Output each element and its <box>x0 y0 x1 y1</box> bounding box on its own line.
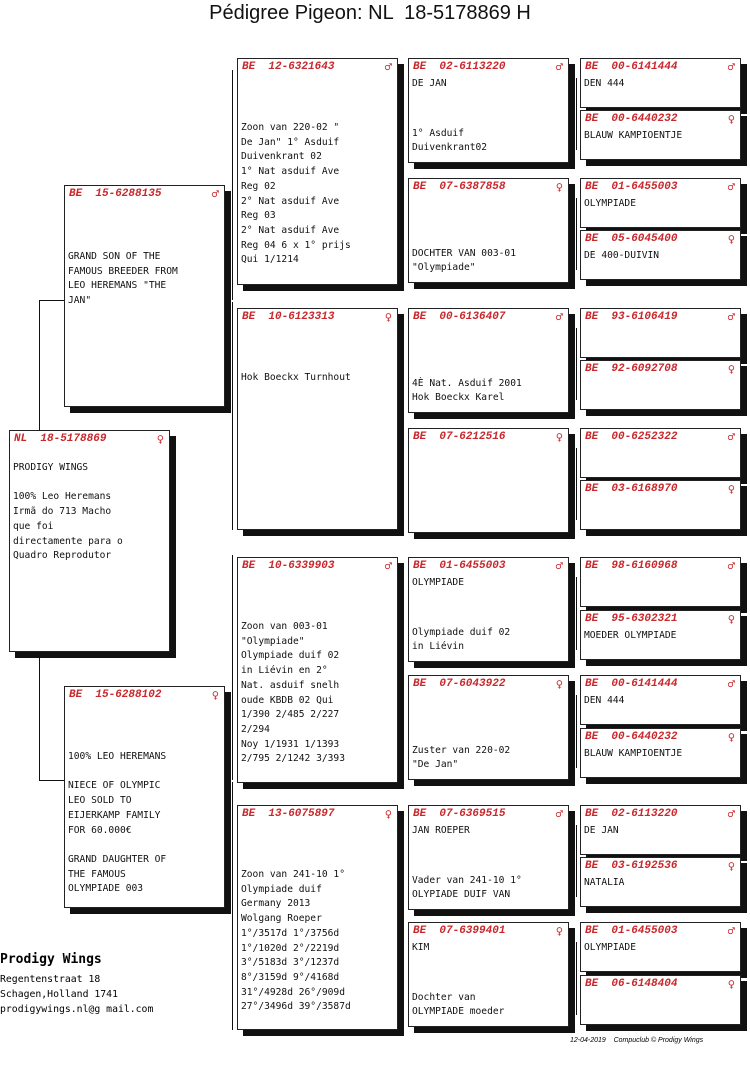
connector-line <box>39 300 66 301</box>
ring-number: BE 93-6106419 <box>585 311 678 323</box>
sex-symbol: ♂ <box>555 60 563 74</box>
grandparent-card[interactable] <box>237 805 398 1030</box>
pedigree-note-line: 2° Nat asduif Ave <box>241 195 340 207</box>
pedigree-note-line: Quadro Reprodutor <box>13 550 112 562</box>
pedigree-note-line: directamente para o <box>13 535 123 547</box>
connector-line <box>403 453 404 505</box>
ancestor-card[interactable] <box>580 675 741 725</box>
ring-number: BE 07-6399401 <box>413 925 506 937</box>
pedigree-note-line: 3°/5183d 3°/1237d <box>241 957 340 969</box>
ring-number: BE 03-6192536 <box>585 860 678 872</box>
great-grandparent-card[interactable] <box>408 805 569 910</box>
pedigree-note-line: Duivenkrant02 <box>412 142 488 154</box>
great-grandparent-card[interactable] <box>408 557 569 662</box>
sex-symbol: ♂ <box>555 807 563 821</box>
ring-number: BE 00-6136407 <box>413 311 506 323</box>
ancestor-card[interactable] <box>580 428 741 478</box>
sex-symbol: ♀ <box>555 180 563 194</box>
ring-number: BE 07-6369515 <box>413 808 506 820</box>
pedigree-note-line: que foi <box>13 520 54 532</box>
ancestor-card[interactable] <box>580 975 741 1025</box>
sex-symbol: ♀ <box>384 807 392 821</box>
ring-number: BE 01-6455003 <box>413 560 506 572</box>
ring-number: NL 18-5178869 <box>14 433 107 445</box>
ring-number: BE 05-6045400 <box>585 233 678 245</box>
ring-number: BE 00-6252322 <box>585 431 678 443</box>
connector-line <box>232 70 233 300</box>
pedigree-note-line: Reg 04 6 x 1° prijs <box>241 239 351 251</box>
pedigree-note-line: GRAND DAUGHTER OF <box>68 853 167 865</box>
connector-line <box>403 830 404 885</box>
breeder-city: Schagen,Holland 1741 <box>0 989 118 1000</box>
grandparent-card[interactable] <box>237 308 398 530</box>
mother-card[interactable] <box>64 686 225 908</box>
ring-number: BE 07-6387858 <box>413 181 506 193</box>
connector-line <box>576 577 577 650</box>
sex-symbol: ♂ <box>727 180 735 194</box>
pedigree-note-line: Germany 2013 <box>241 898 311 910</box>
connector-line <box>403 333 404 390</box>
pedigree-note-line: in Liévin <box>412 641 464 653</box>
pedigree-note-line: Zoon van 241-10 1° <box>241 869 345 880</box>
ring-number: BE 00-6141444 <box>585 678 678 690</box>
pedigree-note-line: in Liévin en 2° <box>241 665 328 677</box>
sex-symbol: ♂ <box>555 310 563 324</box>
connector-line <box>403 83 404 150</box>
great-grandparent-card[interactable] <box>408 675 569 780</box>
pigeon-name: DE JAN <box>412 78 447 89</box>
ring-number: BE 15-6288135 <box>69 188 162 200</box>
connector-line <box>576 825 577 897</box>
connector-line <box>232 782 233 1030</box>
pedigree-note-line: 1° Nat asduif Ave <box>241 166 340 178</box>
pedigree-note-line: Vader van 241-10 1° <box>412 874 522 886</box>
sex-symbol: ♂ <box>384 559 392 573</box>
pedigree-note-line: EIJERKAMP FAMILY <box>68 809 161 821</box>
pedigree-note-line: Zuster van 220-02 <box>412 744 511 756</box>
page-title: Pédigree Pigeon: NL 18-5178869 H <box>209 2 531 24</box>
pedigree-note-line: LEO SOLD TO <box>68 795 132 807</box>
sex-symbol: ♂ <box>727 677 735 691</box>
pigeon-name: DE 400-DUIVIN <box>584 250 660 261</box>
pedigree-note-line: 1° Asduif <box>412 127 464 139</box>
connector-line <box>576 942 577 1015</box>
ring-number: BE 06-6148404 <box>585 978 678 990</box>
pedigree-note-line: THE FAMOUS <box>68 868 126 880</box>
pedigree-note-line: 2/294 <box>241 723 270 735</box>
sex-symbol: ♀ <box>727 730 735 744</box>
great-grandparent-card[interactable] <box>408 308 569 413</box>
connector-line <box>232 555 233 780</box>
sex-symbol: ♀ <box>727 482 735 496</box>
sex-symbol: ♂ <box>727 924 735 938</box>
pedigree-note-line: Hok Boeckx Karel <box>412 392 505 404</box>
pedigree-note-line: JAN" <box>68 295 92 307</box>
ring-number: BE 12-6321643 <box>242 61 335 73</box>
connector-line <box>403 947 404 1003</box>
pedigree-note-line: 1°/1020d 2°/2219d <box>241 942 340 954</box>
pedigree-note-line: oude KBDB 02 Qui <box>241 694 334 706</box>
pigeon-name: DEN 444 <box>584 78 625 89</box>
pedigree-note-line: GRAND SON OF THE <box>68 251 161 262</box>
connector-line <box>576 78 577 150</box>
pedigree-note-line: Zoon van 003-01 <box>241 621 328 632</box>
pigeon-name: MOEDER OLYMPIADE <box>584 630 677 641</box>
connector-line <box>403 700 404 755</box>
pedigree-note-line: Nat. asduif snelh <box>241 679 340 691</box>
connector-line <box>232 302 233 530</box>
connector-line <box>576 448 577 520</box>
sex-symbol: ♀ <box>727 112 735 126</box>
pedigree-note-line: 2/795 2/1242 3/393 <box>241 753 345 765</box>
sex-symbol: ♀ <box>727 362 735 376</box>
ancestor-card[interactable] <box>580 480 741 530</box>
sex-symbol: ♀ <box>384 310 392 324</box>
grandparent-card[interactable] <box>237 58 398 285</box>
pigeon-name: OLYMPIADE <box>584 942 636 953</box>
sex-symbol: ♀ <box>727 859 735 873</box>
sex-symbol: ♂ <box>555 559 563 573</box>
great-grandparent-card[interactable] <box>408 58 569 163</box>
ring-number: BE 07-6212516 <box>413 431 506 443</box>
pedigree-note-line: Olympiade duif <box>241 883 322 895</box>
sex-symbol: ♂ <box>727 60 735 74</box>
sex-symbol: ♂ <box>727 559 735 573</box>
sex-symbol: ♂ <box>211 187 219 201</box>
pedigree-note-line: FOR 60.000€ <box>68 824 132 836</box>
pedigree-note-line: Wolgang Roeper <box>241 913 322 925</box>
ring-number: BE 01-6455003 <box>585 925 678 937</box>
ring-number: BE 00-6440232 <box>585 113 678 125</box>
pedigree-note-line: Noy 1/1931 1/1393 <box>241 738 340 750</box>
pedigree-note-line: "Olympiade" <box>241 635 305 647</box>
pedigree-note-line: OLYMPIADE 003 <box>68 883 144 895</box>
ancestor-card[interactable] <box>580 857 741 907</box>
ancestor-card[interactable] <box>580 610 741 660</box>
ring-number: BE 01-6455003 <box>585 181 678 193</box>
ring-number: BE 10-6123313 <box>242 311 335 323</box>
ancestor-card[interactable] <box>580 360 741 410</box>
ring-number: BE 02-6113220 <box>585 808 678 820</box>
pigeon-name: OLYMPIADE <box>584 198 636 209</box>
ancestor-card[interactable] <box>580 728 741 778</box>
ring-number: BE 07-6043922 <box>413 678 506 690</box>
pedigree-note-line: 2° Nat asduif Ave <box>241 224 340 236</box>
pedigree-note-line: Hok Boeckx Turnhout <box>241 372 351 383</box>
sex-symbol: ♀ <box>727 232 735 246</box>
sex-symbol: ♂ <box>727 807 735 821</box>
pedigree-note-line: Olympiade duif 02 <box>241 650 340 662</box>
pedigree-note-line: Dochter van <box>412 991 476 1003</box>
ancestor-card[interactable] <box>580 178 741 228</box>
pedigree-note-line: Zoon van 220-02 " <box>241 122 340 133</box>
pedigree-note-line: Irmã do 713 Macho <box>13 506 112 518</box>
pedigree-note-line: 4È Nat. Asduif 2001 <box>412 377 522 389</box>
connector-line <box>39 650 40 780</box>
pedigree-note-line: Duivenkrant 02 <box>241 151 322 163</box>
ring-number: BE 98-6160968 <box>585 560 678 572</box>
sex-symbol: ♀ <box>156 432 164 446</box>
pedigree-note-line: 1/390 2/485 2/227 <box>241 709 340 721</box>
subject-pigeon-card[interactable] <box>9 430 170 652</box>
pedigree-note-line: Qui 1/1214 <box>241 254 299 266</box>
pigeon-name: JAN ROEPER <box>412 825 470 836</box>
print-stamp: 12-04-2019 Compuclub © Prodigy Wings <box>570 1037 704 1044</box>
pedigree-note-line: FAMOUS BREEDER FROM <box>68 265 178 277</box>
pigeon-name: KIM <box>412 942 430 953</box>
ring-number: BE 00-6141444 <box>585 61 678 73</box>
pedigree-note-line: Reg 02 <box>241 180 276 192</box>
ancestor-card[interactable] <box>580 557 741 607</box>
ancestor-card[interactable] <box>580 308 741 358</box>
pedigree-note-line: 27°/3496d 39°/3587d <box>241 1001 351 1013</box>
father-card[interactable] <box>64 185 225 407</box>
great-grandparent-card[interactable] <box>408 178 569 283</box>
pedigree-note-line: "De Jan" <box>412 759 459 771</box>
connector-line <box>576 695 577 768</box>
pigeon-name: BLAUW KAMPIOENTJE <box>584 130 683 141</box>
pedigree-note-line: 100% LEO HEREMANS <box>68 751 167 762</box>
pedigree-note-line: PRODIGY WINGS <box>13 462 89 473</box>
ring-number: BE 92-6092708 <box>585 363 678 375</box>
sex-symbol: ♀ <box>211 688 219 702</box>
ring-number: BE 10-6339903 <box>242 560 335 572</box>
sex-symbol: ♂ <box>727 430 735 444</box>
pigeon-name: BLAUW KAMPIOENTJE <box>584 748 683 759</box>
ring-number: BE 13-6075897 <box>242 808 335 820</box>
pedigree-note-line: 100% Leo Heremans <box>13 491 112 503</box>
pigeon-name: OLYMPIADE <box>412 577 464 588</box>
grandparent-card[interactable] <box>237 557 398 783</box>
ring-number: BE 03-6168970 <box>585 483 678 495</box>
great-grandparent-card[interactable] <box>408 922 569 1027</box>
connector-line <box>576 328 577 400</box>
pedigree-note-line: OLYPIADE DUIF VAN <box>412 889 511 901</box>
ring-number: BE 02-6113220 <box>413 61 506 73</box>
sex-symbol: ♀ <box>727 612 735 626</box>
breeder-email: prodigywings.nl@g mail.com <box>0 1004 154 1015</box>
great-grandparent-card[interactable] <box>408 428 569 533</box>
breeder-name: Prodigy Wings <box>0 952 102 967</box>
pedigree-note-line: Olympiade duif 02 <box>412 626 511 638</box>
ring-number: BE 00-6440232 <box>585 731 678 743</box>
ancestor-card[interactable] <box>580 805 741 855</box>
pedigree-note-line: De Jan" 1° Asduif <box>241 136 340 148</box>
pigeon-name: NATALIA <box>584 877 625 888</box>
connector-line <box>39 300 40 432</box>
connector-line <box>403 203 404 260</box>
pigeon-name: DEN 444 <box>584 695 625 706</box>
ancestor-card[interactable] <box>580 58 741 108</box>
pedigree-note-line: NIECE OF OLYMPIC <box>68 780 161 792</box>
sex-symbol: ♀ <box>555 430 563 444</box>
pedigree-note-line: 31°/4928d 26°/909d <box>241 986 345 998</box>
pedigree-note-line: "Olympiade" <box>412 262 476 274</box>
sex-symbol: ♀ <box>555 677 563 691</box>
pedigree-note-line: Reg 03 <box>241 210 276 222</box>
sex-symbol: ♂ <box>384 60 392 74</box>
connector-line <box>576 198 577 270</box>
pedigree-note-line: 1°/3517d 1°/3756d <box>241 927 340 939</box>
connector-line <box>39 780 66 781</box>
pedigree-note-line: OLYMPIADE moeder <box>412 1006 505 1018</box>
ancestor-card[interactable] <box>580 922 741 972</box>
pigeon-name: DE JAN <box>584 825 619 836</box>
breeder-address: Regentenstraat 18 <box>0 974 101 985</box>
sex-symbol: ♀ <box>555 924 563 938</box>
pedigree-note-line: DOCHTER VAN 003-01 <box>412 247 516 259</box>
connector-line <box>403 582 404 637</box>
ancestor-card[interactable] <box>580 230 741 280</box>
sex-symbol: ♂ <box>727 310 735 324</box>
ring-number: BE 15-6288102 <box>69 689 162 701</box>
sex-symbol: ♀ <box>727 977 735 991</box>
pedigree-note-line: 8°/3159d 9°/4168d <box>241 971 340 983</box>
ring-number: BE 95-6302321 <box>585 613 678 625</box>
ancestor-card[interactable] <box>580 110 741 160</box>
pedigree-note-line: LEO HEREMANS "THE <box>68 280 167 292</box>
